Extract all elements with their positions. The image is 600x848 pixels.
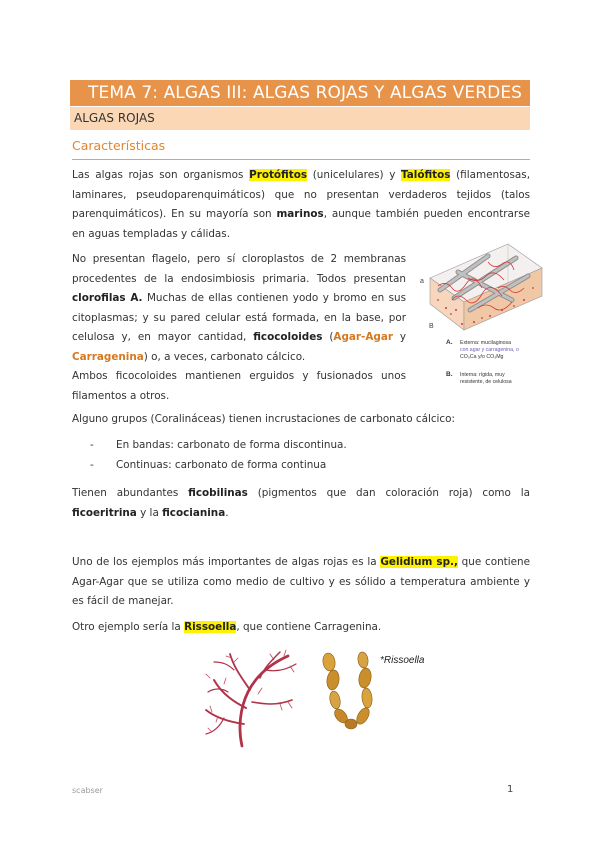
highlight-protofitos: Protófitos <box>249 169 308 181</box>
paragraph-features <box>72 250 406 368</box>
subsection-heading-text: Características <box>72 138 166 153</box>
paragraph-ficocoloides: Ambos ficocoloides mantienen erguidos y fusionados unos filamentos a otros. <box>72 370 406 402</box>
term-carragenina: Carragenina <box>72 350 144 363</box>
legend-b-letter: B. <box>446 371 453 378</box>
p5-text-c: y la <box>136 506 163 519</box>
diagram-label-b: B <box>429 323 434 330</box>
p5-text-a: Tienen abundantes <box>72 487 189 499</box>
bold-ficocianina: ficocianina <box>162 506 226 519</box>
list-item <box>90 456 347 476</box>
highlight-talofitos: Talófitos <box>401 169 451 181</box>
list-item-text: Continuas: carbonato de forma continua <box>116 458 327 471</box>
bold-ficocoloides: ficocoloides <box>253 331 323 344</box>
p1-text-c: (filamentosas, laminares, pseudoparenquimáticos) que no presentan verdaderos tejidos (talos parenquimáticos). En su mayoría son <box>72 169 531 221</box>
p1-text-b: (unicelulares) y <box>307 169 402 181</box>
p1-text-a: Las algas rojas son organismos <box>72 169 250 181</box>
highlight-rissoella: Rissoella <box>184 621 237 633</box>
p5-text-d: . <box>225 506 229 519</box>
rissoella-image <box>315 650 385 740</box>
page-title: TEMA 7: ALGAS III: ALGAS ROJAS Y ALGAS VERDES <box>70 80 530 106</box>
gelidium-image <box>200 648 300 748</box>
p6-text-a: Uno de los ejemplos más importantes de algas rojas es la <box>72 556 381 568</box>
p2-text-b: Muchas de ellas contienen yodo y bromo en sus citoplasmas; y su pared celular está formada, en la base, por celulosa y, en mayor cantidad, <box>72 292 406 344</box>
legend-b-line1: Interna: rígida, muy <box>460 372 505 378</box>
paragraph-intro <box>72 166 530 244</box>
p1-text-d: , aunque también pueden encontrarse en aguas templadas y cálidas. <box>72 208 530 240</box>
list-item <box>90 436 347 456</box>
list-dash: - <box>90 439 94 451</box>
list-carbonato <box>90 436 347 475</box>
diagram-label-a: a <box>420 278 424 285</box>
footer-author: scabser <box>72 786 103 795</box>
paragraph-ficobilinas <box>72 484 530 523</box>
p2-text-e: ) o, a veces, carbonato cálcico. <box>143 350 306 363</box>
bold-ficoeritrina: ficoeritrina <box>72 506 137 519</box>
list-dash: - <box>90 458 94 471</box>
p7-text-a: Otro ejemplo sería la <box>72 621 185 633</box>
cell-wall-diagram <box>418 238 548 398</box>
p7-text-b: , que contiene Carragenina. <box>236 621 382 633</box>
page-number: 1 <box>507 784 514 795</box>
list-item-text: En bandas: carbonato de forma discontinua. <box>116 439 347 451</box>
legend-a-line2: con agar y carragenina, o <box>460 347 519 353</box>
bold-ficobilinas: ficobilinas <box>188 487 248 499</box>
p5-text-b: (pigmentos que dan coloración roja) como la <box>247 487 531 499</box>
rissoella-caption: *Rissoella <box>380 655 425 666</box>
term-agar-agar: Agar-Agar <box>333 331 393 344</box>
legend-a-line1: Externa: mucilaginosa <box>460 340 512 346</box>
highlight-gelidium: Gelidium sp., <box>380 556 458 568</box>
paragraph-coralinaceas: Alguno grupos (Coralináceas) tienen incrustaciones de carbonato cálcico: <box>72 413 456 425</box>
bold-marinos: marinos <box>276 208 324 221</box>
legend-b-line2: resistente, de celulosa <box>460 379 512 385</box>
p2-text-c: ( <box>322 331 334 344</box>
p2-text-d: y <box>392 331 407 344</box>
subsection-heading <box>72 138 530 160</box>
legend-a-line3: CO₃Ca y/o CO₃Mg <box>460 354 504 360</box>
paragraph-rissoella <box>72 618 530 638</box>
paragraph-gelidium <box>72 553 530 612</box>
section-title: ALGAS ROJAS <box>70 107 530 130</box>
p2-text-a: No presentan flagelo, pero sí cloroplastos de 2 membranas procedentes de la endosimbiosis primaria. Todos presentan <box>72 253 406 285</box>
legend-a-letter: A. <box>446 339 453 346</box>
bold-clorofilas: clorofilas A. <box>72 292 143 305</box>
p6-text-b: que contiene Agar-Agar que se utiliza como medio de cultivo y es sólido a temperatura ambiente y es fácil de manejar. <box>72 556 530 608</box>
